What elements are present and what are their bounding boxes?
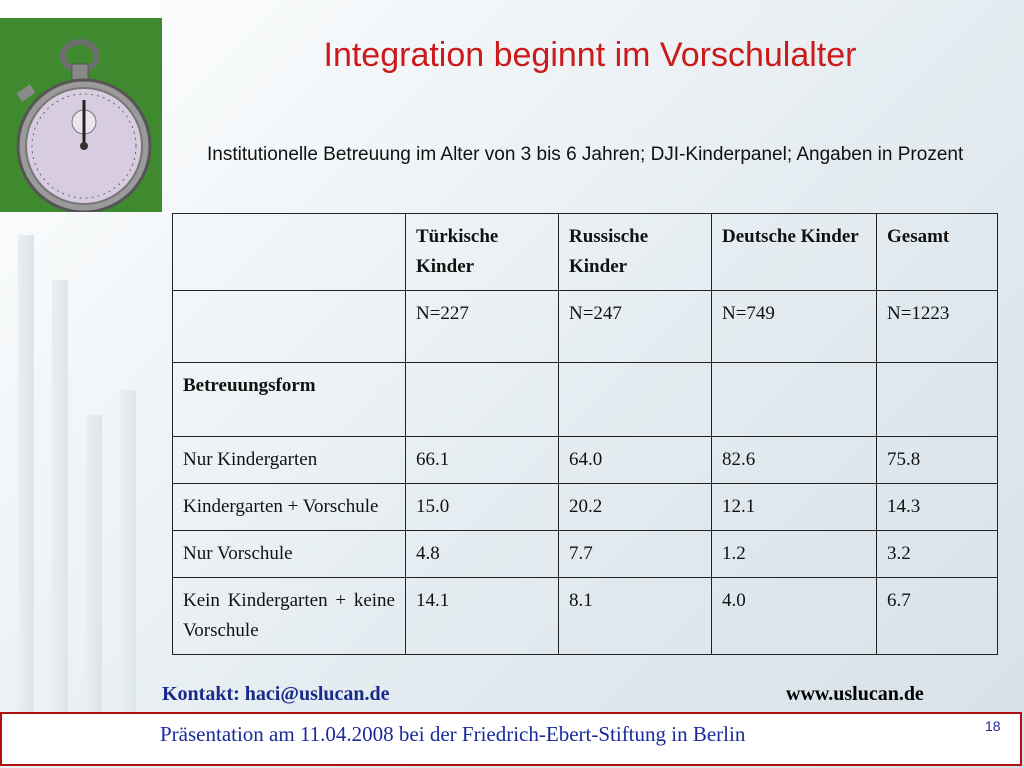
header-cell: Türkische Kinder xyxy=(406,214,559,291)
table-cell: 7.7 xyxy=(559,531,712,578)
header-cell: Deutsche Kinder xyxy=(712,214,877,291)
header-cell: Russische Kinder xyxy=(559,214,712,291)
table-cell: 4.0 xyxy=(712,578,877,655)
slide-title: Integration beginnt im Vorschulalter xyxy=(323,36,857,74)
table-row xyxy=(173,531,998,578)
table-cell: 66.1 xyxy=(406,437,559,484)
table-cell: 12.1 xyxy=(712,484,877,531)
row-label: Kindergarten + Vorschule xyxy=(173,484,406,531)
table-row xyxy=(173,437,998,484)
table-cell: 14.1 xyxy=(406,578,559,655)
slide-number: 18 xyxy=(985,718,1001,734)
header-cell xyxy=(173,214,406,291)
header-cell: Gesamt xyxy=(877,214,998,291)
row-label: Kein Kindergarten + keine Vorschule xyxy=(173,578,406,655)
table-header-row xyxy=(173,214,998,291)
table-cell: 82.6 xyxy=(712,437,877,484)
contact-email: Kontakt: haci@uslucan.de xyxy=(162,683,390,705)
corner-block xyxy=(0,0,160,18)
stopwatch-icon xyxy=(0,18,162,212)
table-cell: 3.2 xyxy=(877,531,998,578)
table-cell: 6.7 xyxy=(877,578,998,655)
table-row xyxy=(173,578,998,655)
table-cell: 20.2 xyxy=(559,484,712,531)
table-cell: 15.0 xyxy=(406,484,559,531)
section-label: Betreuungsform xyxy=(173,363,406,437)
table-row xyxy=(173,484,998,531)
data-table xyxy=(172,213,998,655)
table-cell: 8.1 xyxy=(559,578,712,655)
presentation-note: Präsentation am 11.04.2008 bei der Friedrich-Ebert-Stiftung in Berlin xyxy=(160,722,746,746)
table-cell: N=227 xyxy=(406,291,559,363)
slide-subtitle: Institutionelle Betreuung im Alter von 3 bis 6 Jahren; DJI-Kinderpanel; Angaben in Prozent xyxy=(207,144,964,165)
website-url: www.uslucan.de xyxy=(786,683,924,705)
table-cell xyxy=(173,291,406,363)
table-cell xyxy=(559,363,712,437)
table-cell: 64.0 xyxy=(559,437,712,484)
table-cell: 4.8 xyxy=(406,531,559,578)
table-cell: 14.3 xyxy=(877,484,998,531)
stopwatch-image xyxy=(0,18,162,212)
section-row xyxy=(173,363,998,437)
table-cell xyxy=(406,363,559,437)
table-cell: N=247 xyxy=(559,291,712,363)
table-cell: N=749 xyxy=(712,291,877,363)
table-cell xyxy=(877,363,998,437)
row-label: Nur Vorschule xyxy=(173,531,406,578)
decorative-bars xyxy=(0,220,160,740)
table-cell: 1.2 xyxy=(712,531,877,578)
table-cell xyxy=(712,363,877,437)
row-label: Nur Kindergarten xyxy=(173,437,406,484)
table-cell: 75.8 xyxy=(877,437,998,484)
sample-size-row xyxy=(173,291,998,363)
table-cell: N=1223 xyxy=(877,291,998,363)
